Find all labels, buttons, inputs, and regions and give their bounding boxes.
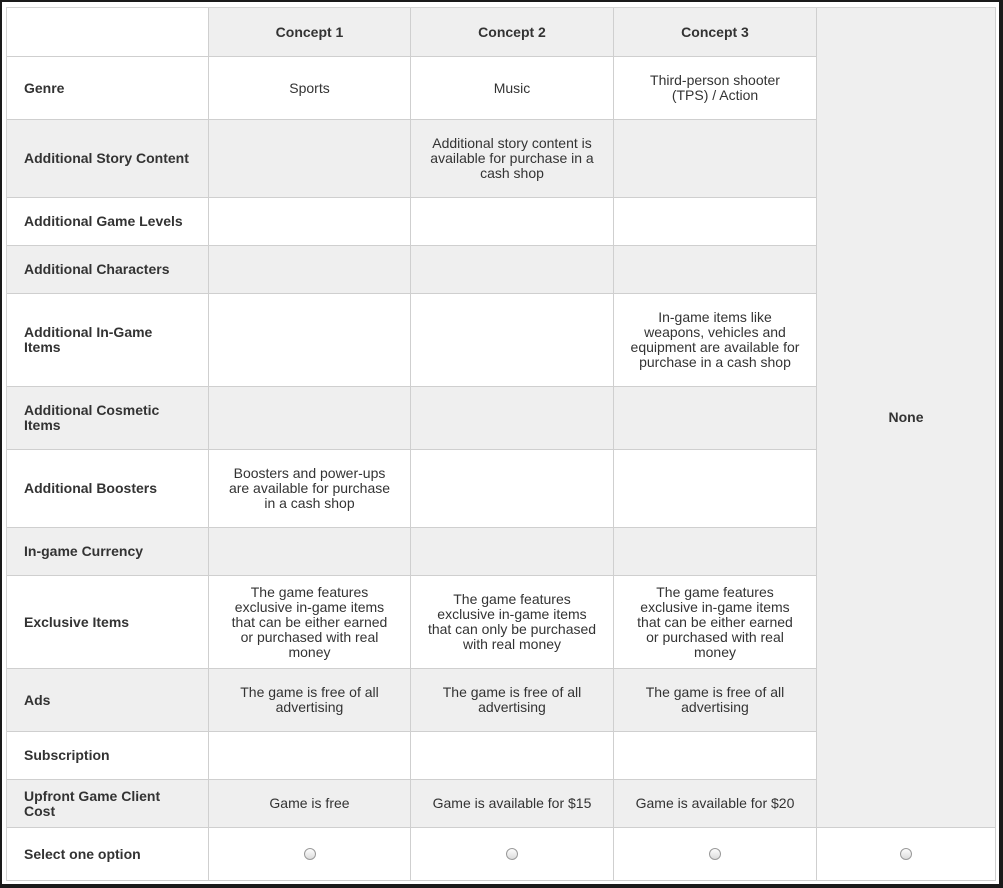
row-label-additional-characters: Additional Characters [7,246,209,294]
attribute-cell: Sports [209,57,411,120]
attribute-cell [209,246,411,294]
concept-2-radio[interactable] [506,848,518,860]
row-label-subscription: Subscription [7,732,209,780]
column-header-concept-1: Concept 1 [209,8,411,57]
attribute-cell [209,198,411,246]
attribute-cell: Third-person shooter (TPS) / Action [614,57,817,120]
row-label-additional-game-levels: Additional Game Levels [7,198,209,246]
attribute-cell: The game features exclusive in-game items that can only be purchased with real money [411,576,614,669]
attribute-cell [209,732,411,780]
attribute-cell: The game is free of all advertising [209,669,411,732]
row-label-exclusive-items: Exclusive Items [7,576,209,669]
attribute-cell: The game features exclusive in-game items that can be either earned or purchased with real money [614,576,817,669]
attribute-cell [209,120,411,198]
concept-1-radio[interactable] [304,848,316,860]
row-label-additional-story-content: Additional Story Content [7,120,209,198]
radio-cell [411,828,614,881]
column-header-concept-3: Concept 3 [614,8,817,57]
attribute-cell [614,450,817,528]
attribute-cell: Game is available for $15 [411,780,614,828]
attribute-cell [411,450,614,528]
attribute-cell [614,387,817,450]
attribute-cell [411,528,614,576]
column-header-concept-2: Concept 2 [411,8,614,57]
radio-cell [614,828,817,881]
row-label-additional-in-game-items: Additional In-Game Items [7,294,209,387]
select-one-option-label: Select one option [7,828,209,881]
attribute-cell [411,294,614,387]
attribute-cell: Game is available for $20 [614,780,817,828]
attribute-cell [411,246,614,294]
attribute-cell: Additional story content is available for purchase in a cash shop [411,120,614,198]
row-label-additional-cosmetic-items: Additional Cosmetic Items [7,387,209,450]
attribute-cell [614,528,817,576]
row-label-upfront-game-client-cost: Upfront Game Client Cost [7,780,209,828]
attribute-cell [411,732,614,780]
attribute-cell: The game is free of all advertising [614,669,817,732]
attribute-cell: In-game items like weapons, vehicles and equipment are available for purchase in a cash shop [614,294,817,387]
attribute-cell [411,387,614,450]
radio-cell [817,828,996,881]
attribute-cell [209,387,411,450]
header-corner [7,8,209,57]
attribute-cell: Music [411,57,614,120]
attribute-cell [614,246,817,294]
radio-cell [209,828,411,881]
choice-table [6,7,996,881]
row-label-additional-boosters: Additional Boosters [7,450,209,528]
attribute-cell [209,294,411,387]
none-radio[interactable] [900,848,912,860]
concept-3-radio[interactable] [709,848,721,860]
row-label-genre: Genre [7,57,209,120]
attribute-cell [411,198,614,246]
row-label-ads: Ads [7,669,209,732]
row-label-in-game-currency: In-game Currency [7,528,209,576]
attribute-cell: The game is free of all advertising [411,669,614,732]
attribute-cell: Game is free [209,780,411,828]
attribute-cell [614,732,817,780]
attribute-cell: The game features exclusive in-game items that can be either earned or purchased with real money [209,576,411,669]
attribute-cell [614,198,817,246]
attribute-cell [209,528,411,576]
attribute-cell: Boosters and power-ups are available for purchase in a cash shop [209,450,411,528]
none-option-cell: None [817,8,996,828]
attribute-cell [614,120,817,198]
